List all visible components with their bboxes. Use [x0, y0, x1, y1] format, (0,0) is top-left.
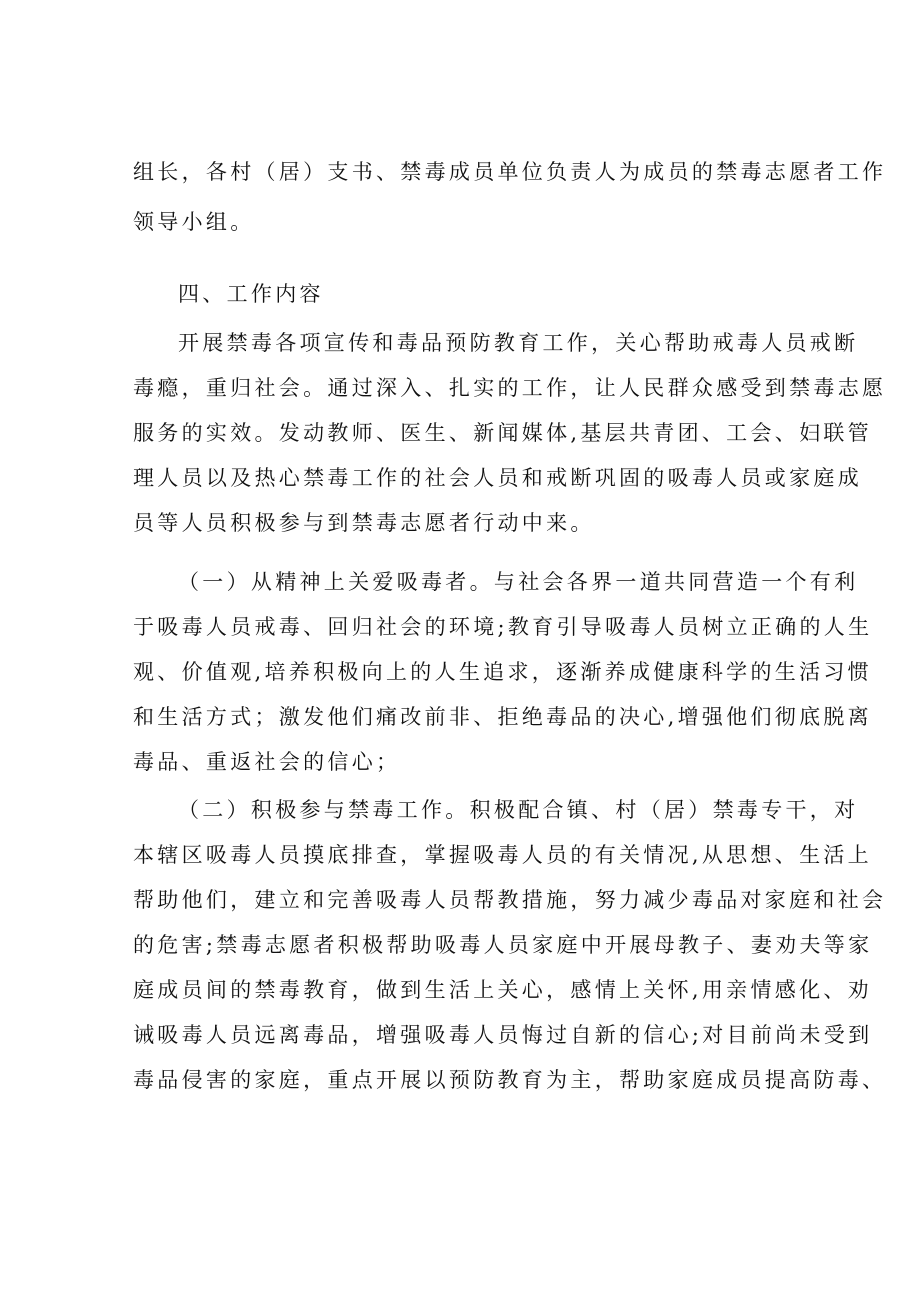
text-line: 员等人员积极参与到禁毒志愿者行动中来。	[133, 511, 595, 535]
text-line: 毒品、重返社会的信心；	[133, 750, 401, 774]
text-line: （一）从精神上关爱吸毒者。与社会各界一道共同营造一个有利	[178, 570, 859, 594]
section-heading: 四、工作内容	[178, 282, 324, 306]
text-line: 本辖区吸毒人员摸底排查，掌握吸毒人员的有关情况,从思想、生活上	[133, 843, 872, 867]
text-line: 理人员以及热心禁毒工作的社会人员和戒断巩固的吸毒人员或家庭成	[133, 466, 862, 490]
text-line: 和生活方式；激发他们痛改前非、拒绝毒品的决心,增强他们彻底脱离	[133, 705, 872, 729]
text-line: 的危害;禁毒志愿者积极帮助吸毒人员家庭中开展母教子、妻劝夫等家	[133, 933, 873, 957]
text-line: 毒品侵害的家庭，重点开展以预防教育为主，帮助家庭成员提高防毒、	[133, 1068, 887, 1092]
text-line: 毒瘾，重归社会。通过深入、扎实的工作，让人民群众感受到禁毒志愿	[133, 376, 887, 400]
text-line: 庭成员间的禁毒教育，做到生活上关心，感情上关怀,用亲情感化、劝	[133, 978, 872, 1002]
text-line: 帮助他们，建立和完善吸毒人员帮教措施，努力减少毒品对家庭和社会	[133, 888, 887, 912]
text-line: 服务的实效。发动教师、医生、新闻媒体,基层共青团、工会、妇联管	[133, 421, 872, 445]
text-line: 领导小组。	[133, 210, 255, 234]
text-line: 组长，各村（居）支书、禁毒成员单位负责人为成员的禁毒志愿者工作	[133, 160, 887, 184]
text-line: 观、价值观,培养积极向上的人生追求，逐渐养成健康科学的生活习惯	[133, 660, 872, 684]
text-line: （二）积极参与禁毒工作。积极配合镇、村（居）禁毒专干，对	[178, 798, 859, 822]
text-line: 诫吸毒人员远离毒品，增强吸毒人员悔过自新的信心;对目前尚未受到	[133, 1023, 873, 1047]
text-line: 开展禁毒各项宣传和毒品预防教育工作，关心帮助戒毒人员戒断	[178, 331, 859, 355]
text-line: 于吸毒人员戒毒、回归社会的环境;教育引导吸毒人员树立正确的人生	[133, 615, 873, 639]
